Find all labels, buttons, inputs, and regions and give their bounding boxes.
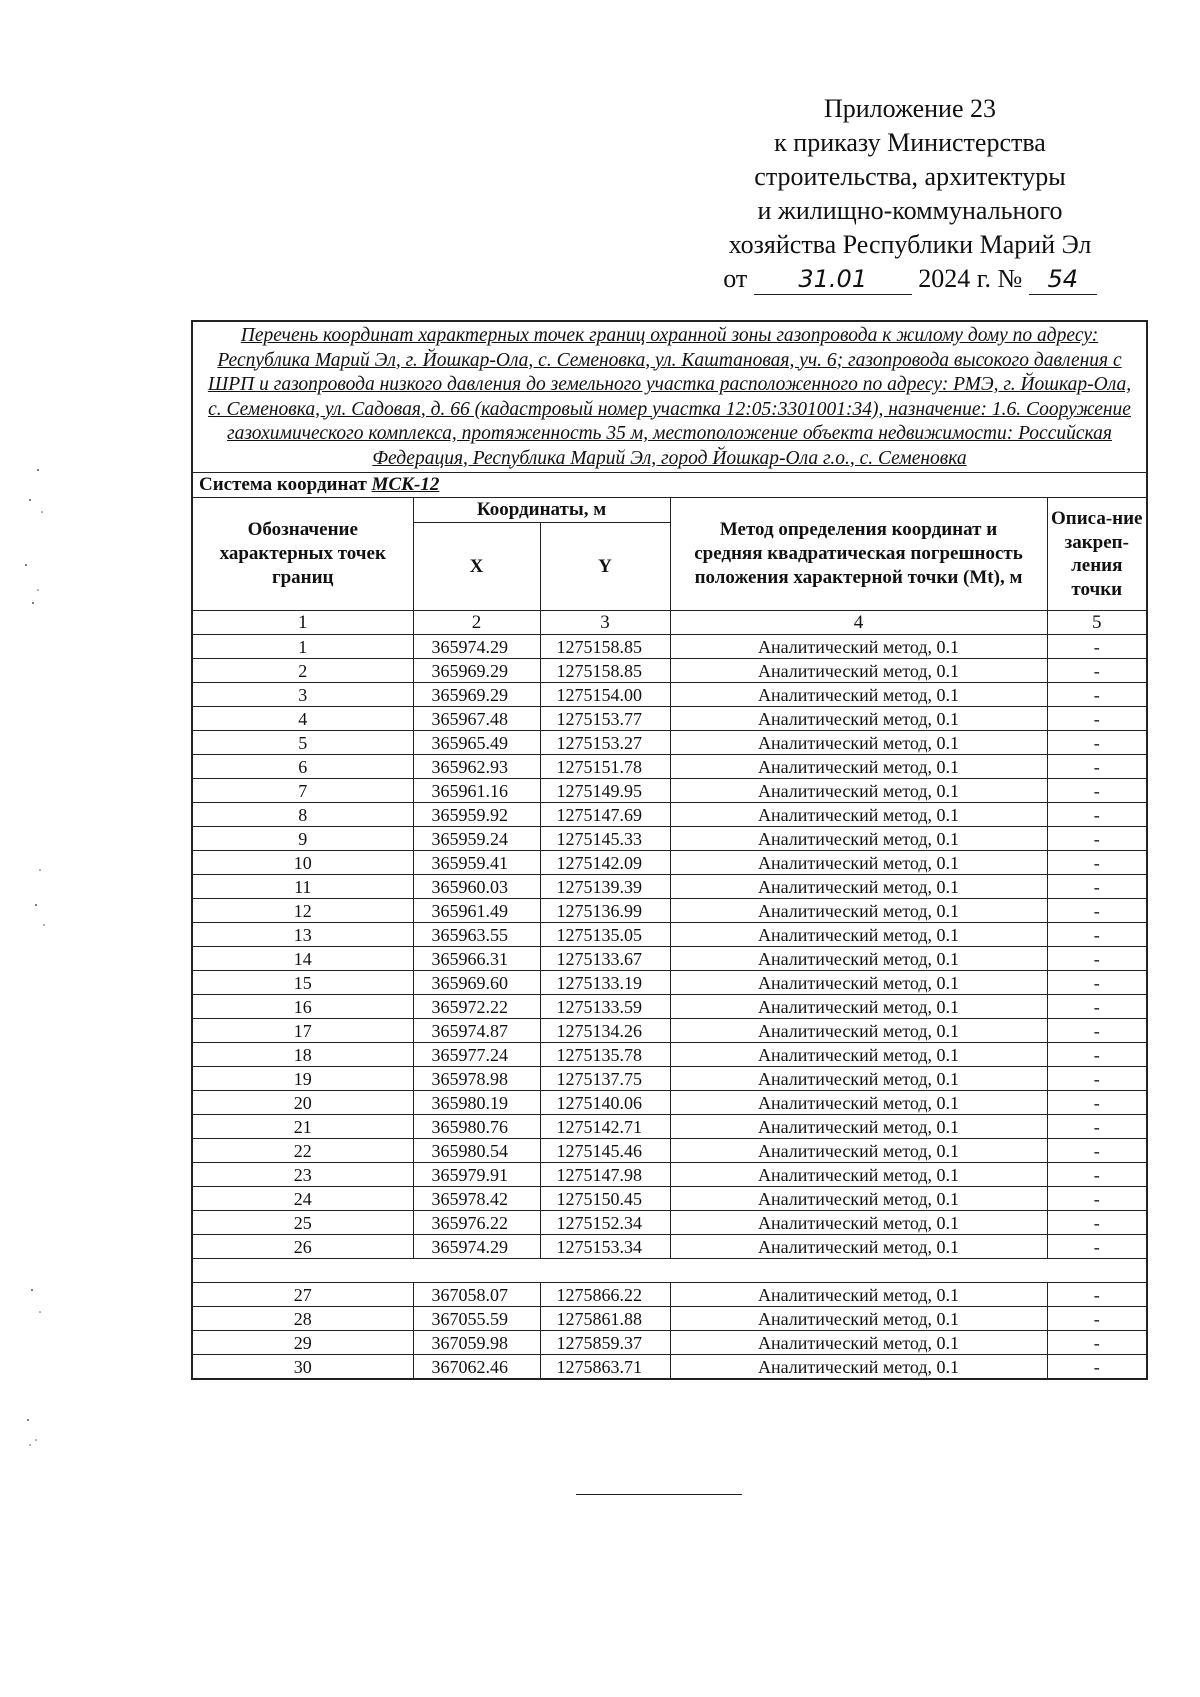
fixation-description: -: [1047, 683, 1147, 707]
coord-y: 1275142.09: [540, 851, 670, 875]
method: Аналитический метод, 0.1: [670, 1091, 1047, 1115]
method: Аналитический метод, 0.1: [670, 731, 1047, 755]
table-row: [192, 995, 1147, 1019]
column-number: 4: [670, 611, 1047, 635]
table-row: [192, 1307, 1147, 1331]
fixation-description: -: [1047, 779, 1147, 803]
coord-y: 1275134.26: [540, 1019, 670, 1043]
fixation-description: -: [1047, 851, 1147, 875]
coord-x: 367058.07: [413, 1283, 540, 1307]
coord-y: 1275859.37: [540, 1331, 670, 1355]
method: Аналитический метод, 0.1: [670, 1139, 1047, 1163]
table-row: [192, 947, 1147, 971]
header-coordinates: Координаты, м: [413, 498, 670, 523]
order-reference: к приказу Министерства: [774, 128, 1046, 157]
point-number: 8: [192, 803, 413, 827]
fixation-description: -: [1047, 1163, 1147, 1187]
table-row: [192, 1019, 1147, 1043]
method: Аналитический метод, 0.1: [670, 899, 1047, 923]
method: Аналитический метод, 0.1: [670, 1235, 1047, 1259]
column-number-row: [192, 611, 1147, 635]
fixation-description: -: [1047, 923, 1147, 947]
fixation-description: -: [1047, 899, 1147, 923]
coord-x: 365969.29: [413, 683, 540, 707]
order-date-number-line: [695, 262, 1125, 296]
coord-x: 365972.22: [413, 995, 540, 1019]
coord-x: 365978.98: [413, 1067, 540, 1091]
fixation-description: -: [1047, 1235, 1147, 1259]
coord-y: 1275136.99: [540, 899, 670, 923]
table-row: [192, 659, 1147, 683]
table-caption: Перечень координат характерных точек границ охранной зоны газопровода к жилому дому по адресу: Республика Марий Эл, г. Йошкар-Ола, с. Семеновка, ул. Каштановая, уч. 6; газопровода высокого давления с ШРП и газопровода низкого давления до земельного участка расположенного по адресу: РМЭ, г. Йошкар-Ола, с. Семеновка, ул. Садовая, д. 66 (кадастровый номер участка 12:05:3301001:34), назначение: 1.6. Сооружение газохимического комплекса, протяженность 35 м, местоположение объекта недвижимости: Российская Федерация, Республика Марий Эл, город Йошкар-Ола г.о., с. Семеновка: [192, 321, 1147, 473]
point-number: 7: [192, 779, 413, 803]
header-description: [1047, 498, 1147, 611]
coord-y: 1275152.34: [540, 1211, 670, 1235]
point-number: 18: [192, 1043, 413, 1067]
coord-x: 365980.54: [413, 1139, 540, 1163]
fixation-description: -: [1047, 755, 1147, 779]
point-number: 15: [192, 971, 413, 995]
coord-x: 365976.22: [413, 1211, 540, 1235]
table-row: [192, 803, 1147, 827]
coord-y: 1275151.78: [540, 755, 670, 779]
method: Аналитический метод, 0.1: [670, 851, 1047, 875]
coord-y: 1275150.45: [540, 1187, 670, 1211]
fixation-description: -: [1047, 1043, 1147, 1067]
method: Аналитический метод, 0.1: [670, 1067, 1047, 1091]
table-row: [192, 1115, 1147, 1139]
coord-y: 1275137.75: [540, 1067, 670, 1091]
point-number: 1: [192, 635, 413, 659]
method: Аналитический метод, 0.1: [670, 1331, 1047, 1355]
coord-y: 1275861.88: [540, 1307, 670, 1331]
coord-x: 365974.29: [413, 1235, 540, 1259]
fixation-description: -: [1047, 995, 1147, 1019]
coord-x: 365961.16: [413, 779, 540, 803]
method: Аналитический метод, 0.1: [670, 803, 1047, 827]
coord-y: 1275139.39: [540, 875, 670, 899]
coord-x: 367055.59: [413, 1307, 540, 1331]
coord-y: 1275133.67: [540, 947, 670, 971]
method: Аналитический метод, 0.1: [670, 947, 1047, 971]
fixation-description: -: [1047, 1067, 1147, 1091]
method: Аналитический метод, 0.1: [670, 659, 1047, 683]
point-number: 27: [192, 1283, 413, 1307]
fixation-description: -: [1047, 947, 1147, 971]
point-number: 12: [192, 899, 413, 923]
point-number: 3: [192, 683, 413, 707]
coord-x: 365959.24: [413, 827, 540, 851]
table-row: [192, 1331, 1147, 1355]
point-number: 2: [192, 659, 413, 683]
table-row: [192, 1211, 1147, 1235]
point-number: 14: [192, 947, 413, 971]
method: Аналитический метод, 0.1: [670, 755, 1047, 779]
point-number: 13: [192, 923, 413, 947]
coord-x: 365959.41: [413, 851, 540, 875]
coord-x: 365979.91: [413, 1163, 540, 1187]
group-separator: [192, 1259, 1147, 1283]
header-point-designation: Обозначение характерных точек границ: [192, 498, 413, 611]
point-number: 28: [192, 1307, 413, 1331]
ministry-name-line1: строительства, архитектуры: [754, 162, 1066, 191]
point-number: 19: [192, 1067, 413, 1091]
point-number: 9: [192, 827, 413, 851]
fixation-description: -: [1047, 635, 1147, 659]
order-number-handwritten: 54: [1029, 264, 1097, 295]
coord-y: 1275154.00: [540, 683, 670, 707]
column-number: 5: [1047, 611, 1147, 635]
point-number: 11: [192, 875, 413, 899]
fixation-description: -: [1047, 1283, 1147, 1307]
table-row: [192, 1355, 1147, 1380]
method: Аналитический метод, 0.1: [670, 707, 1047, 731]
coordinates-table: [191, 320, 1148, 1380]
column-number: 3: [540, 611, 670, 635]
coord-x: 365978.42: [413, 1187, 540, 1211]
table-row: [192, 1043, 1147, 1067]
table-row: [192, 1283, 1147, 1307]
method: Аналитический метод, 0.1: [670, 827, 1047, 851]
coord-y: 1275135.78: [540, 1043, 670, 1067]
table-row: [192, 1163, 1147, 1187]
fixation-description: -: [1047, 1115, 1147, 1139]
point-number: 22: [192, 1139, 413, 1163]
fixation-description: -: [1047, 1019, 1147, 1043]
coord-y: 1275135.05: [540, 923, 670, 947]
method: Аналитический метод, 0.1: [670, 1163, 1047, 1187]
table-row: [192, 1091, 1147, 1115]
method: Аналитический метод, 0.1: [670, 1115, 1047, 1139]
method: Аналитический метод, 0.1: [670, 1019, 1047, 1043]
coord-x: 365974.29: [413, 635, 540, 659]
table-row: [192, 1067, 1147, 1091]
point-number: 6: [192, 755, 413, 779]
table-row: [192, 971, 1147, 995]
header-method: Метод определения координат и средняя квадратическая погрешность положения характерной точки (Mt), м: [670, 498, 1047, 611]
appendix-header: [695, 92, 1125, 296]
method: Аналитический метод, 0.1: [670, 971, 1047, 995]
method: Аналитический метод, 0.1: [670, 1283, 1047, 1307]
coord-x: 365969.29: [413, 659, 540, 683]
method: Аналитический метод, 0.1: [670, 923, 1047, 947]
coord-x: 365959.92: [413, 803, 540, 827]
method: Аналитический метод, 0.1: [670, 995, 1047, 1019]
point-number: 21: [192, 1115, 413, 1139]
table-row: [192, 755, 1147, 779]
fixation-description: -: [1047, 1307, 1147, 1331]
coord-x: 367059.98: [413, 1331, 540, 1355]
table-row: [192, 707, 1147, 731]
closing-rule: [576, 1494, 742, 1495]
table-row: [192, 899, 1147, 923]
table-row: [192, 1187, 1147, 1211]
point-number: 23: [192, 1163, 413, 1187]
fixation-description: -: [1047, 827, 1147, 851]
method: Аналитический метод, 0.1: [670, 1187, 1047, 1211]
coord-x: 365969.60: [413, 971, 540, 995]
header-description-text: Описа-ние закреп-ления точки: [1051, 508, 1143, 600]
coord-x: 365963.55: [413, 923, 540, 947]
point-number: 5: [192, 731, 413, 755]
method: Аналитический метод, 0.1: [670, 875, 1047, 899]
coord-y: 1275153.27: [540, 731, 670, 755]
coord-y: 1275863.71: [540, 1355, 670, 1380]
method: Аналитический метод, 0.1: [670, 635, 1047, 659]
fixation-description: -: [1047, 659, 1147, 683]
coord-y: 1275147.98: [540, 1163, 670, 1187]
fixation-description: -: [1047, 875, 1147, 899]
coord-x: 367062.46: [413, 1355, 540, 1380]
method: Аналитический метод, 0.1: [670, 1307, 1047, 1331]
point-number: 20: [192, 1091, 413, 1115]
table-row: [192, 923, 1147, 947]
order-year-label: 2024 г. №: [918, 264, 1023, 293]
column-number: 2: [413, 611, 540, 635]
date-prefix: от: [723, 264, 748, 293]
table-row: [192, 1235, 1147, 1259]
coord-y: 1275145.46: [540, 1139, 670, 1163]
coord-x: 365980.76: [413, 1115, 540, 1139]
coord-x: 365980.19: [413, 1091, 540, 1115]
coord-x: 365966.31: [413, 947, 540, 971]
table-row: [192, 779, 1147, 803]
fixation-description: -: [1047, 1355, 1147, 1380]
order-date-handwritten: 31.01: [754, 264, 912, 295]
coord-y: 1275158.85: [540, 659, 670, 683]
fixation-description: -: [1047, 707, 1147, 731]
coord-y: 1275145.33: [540, 827, 670, 851]
coord-y: 1275866.22: [540, 1283, 670, 1307]
point-number: 29: [192, 1331, 413, 1355]
point-number: 10: [192, 851, 413, 875]
table-row: [192, 827, 1147, 851]
coord-y: 1275147.69: [540, 803, 670, 827]
coord-x: 365961.49: [413, 899, 540, 923]
coord-x: 365962.93: [413, 755, 540, 779]
coord-y: 1275140.06: [540, 1091, 670, 1115]
table-row: [192, 875, 1147, 899]
coord-x: 365974.87: [413, 1019, 540, 1043]
point-number: 25: [192, 1211, 413, 1235]
table-row: [192, 731, 1147, 755]
method: Аналитический метод, 0.1: [670, 779, 1047, 803]
table-row: [192, 635, 1147, 659]
coord-x: 365977.24: [413, 1043, 540, 1067]
fixation-description: -: [1047, 731, 1147, 755]
coord-y: 1275158.85: [540, 635, 670, 659]
coord-y: 1275153.34: [540, 1235, 670, 1259]
group-separator-row: [192, 1259, 1147, 1283]
coord-y: 1275133.59: [540, 995, 670, 1019]
fixation-description: -: [1047, 1139, 1147, 1163]
fixation-description: -: [1047, 803, 1147, 827]
fixation-description: -: [1047, 1187, 1147, 1211]
point-number: 16: [192, 995, 413, 1019]
table-row: [192, 1139, 1147, 1163]
coord-x: 365967.48: [413, 707, 540, 731]
method: Аналитический метод, 0.1: [670, 1043, 1047, 1067]
coordinate-system-value: МСК-12: [371, 474, 440, 495]
point-number: 17: [192, 1019, 413, 1043]
fixation-description: -: [1047, 1331, 1147, 1355]
scan-specks: [0, 0, 60, 1697]
coord-y: 1275142.71: [540, 1115, 670, 1139]
point-number: 24: [192, 1187, 413, 1211]
column-number: 1: [192, 611, 413, 635]
ministry-name-line3: хозяйства Республики Марий Эл: [728, 230, 1092, 259]
fixation-description: -: [1047, 1211, 1147, 1235]
method: Аналитический метод, 0.1: [670, 683, 1047, 707]
header-y: Y: [540, 523, 670, 611]
fixation-description: -: [1047, 1091, 1147, 1115]
coordinate-system-label: Система координат: [199, 474, 367, 495]
coordinate-system-row: [192, 473, 1147, 498]
fixation-description: -: [1047, 971, 1147, 995]
table-row: [192, 851, 1147, 875]
coord-x: 365965.49: [413, 731, 540, 755]
table-row: [192, 683, 1147, 707]
appendix-number: Приложение 23: [823, 94, 997, 123]
header-x: X: [413, 523, 540, 611]
coord-y: 1275153.77: [540, 707, 670, 731]
coord-y: 1275133.19: [540, 971, 670, 995]
method: Аналитический метод, 0.1: [670, 1355, 1047, 1380]
coord-y: 1275149.95: [540, 779, 670, 803]
coord-x: 365960.03: [413, 875, 540, 899]
point-number: 30: [192, 1355, 413, 1380]
method: Аналитический метод, 0.1: [670, 1211, 1047, 1235]
ministry-name-line2: и жилищно-коммунального: [757, 196, 1063, 225]
point-number: 4: [192, 707, 413, 731]
point-number: 26: [192, 1235, 413, 1259]
